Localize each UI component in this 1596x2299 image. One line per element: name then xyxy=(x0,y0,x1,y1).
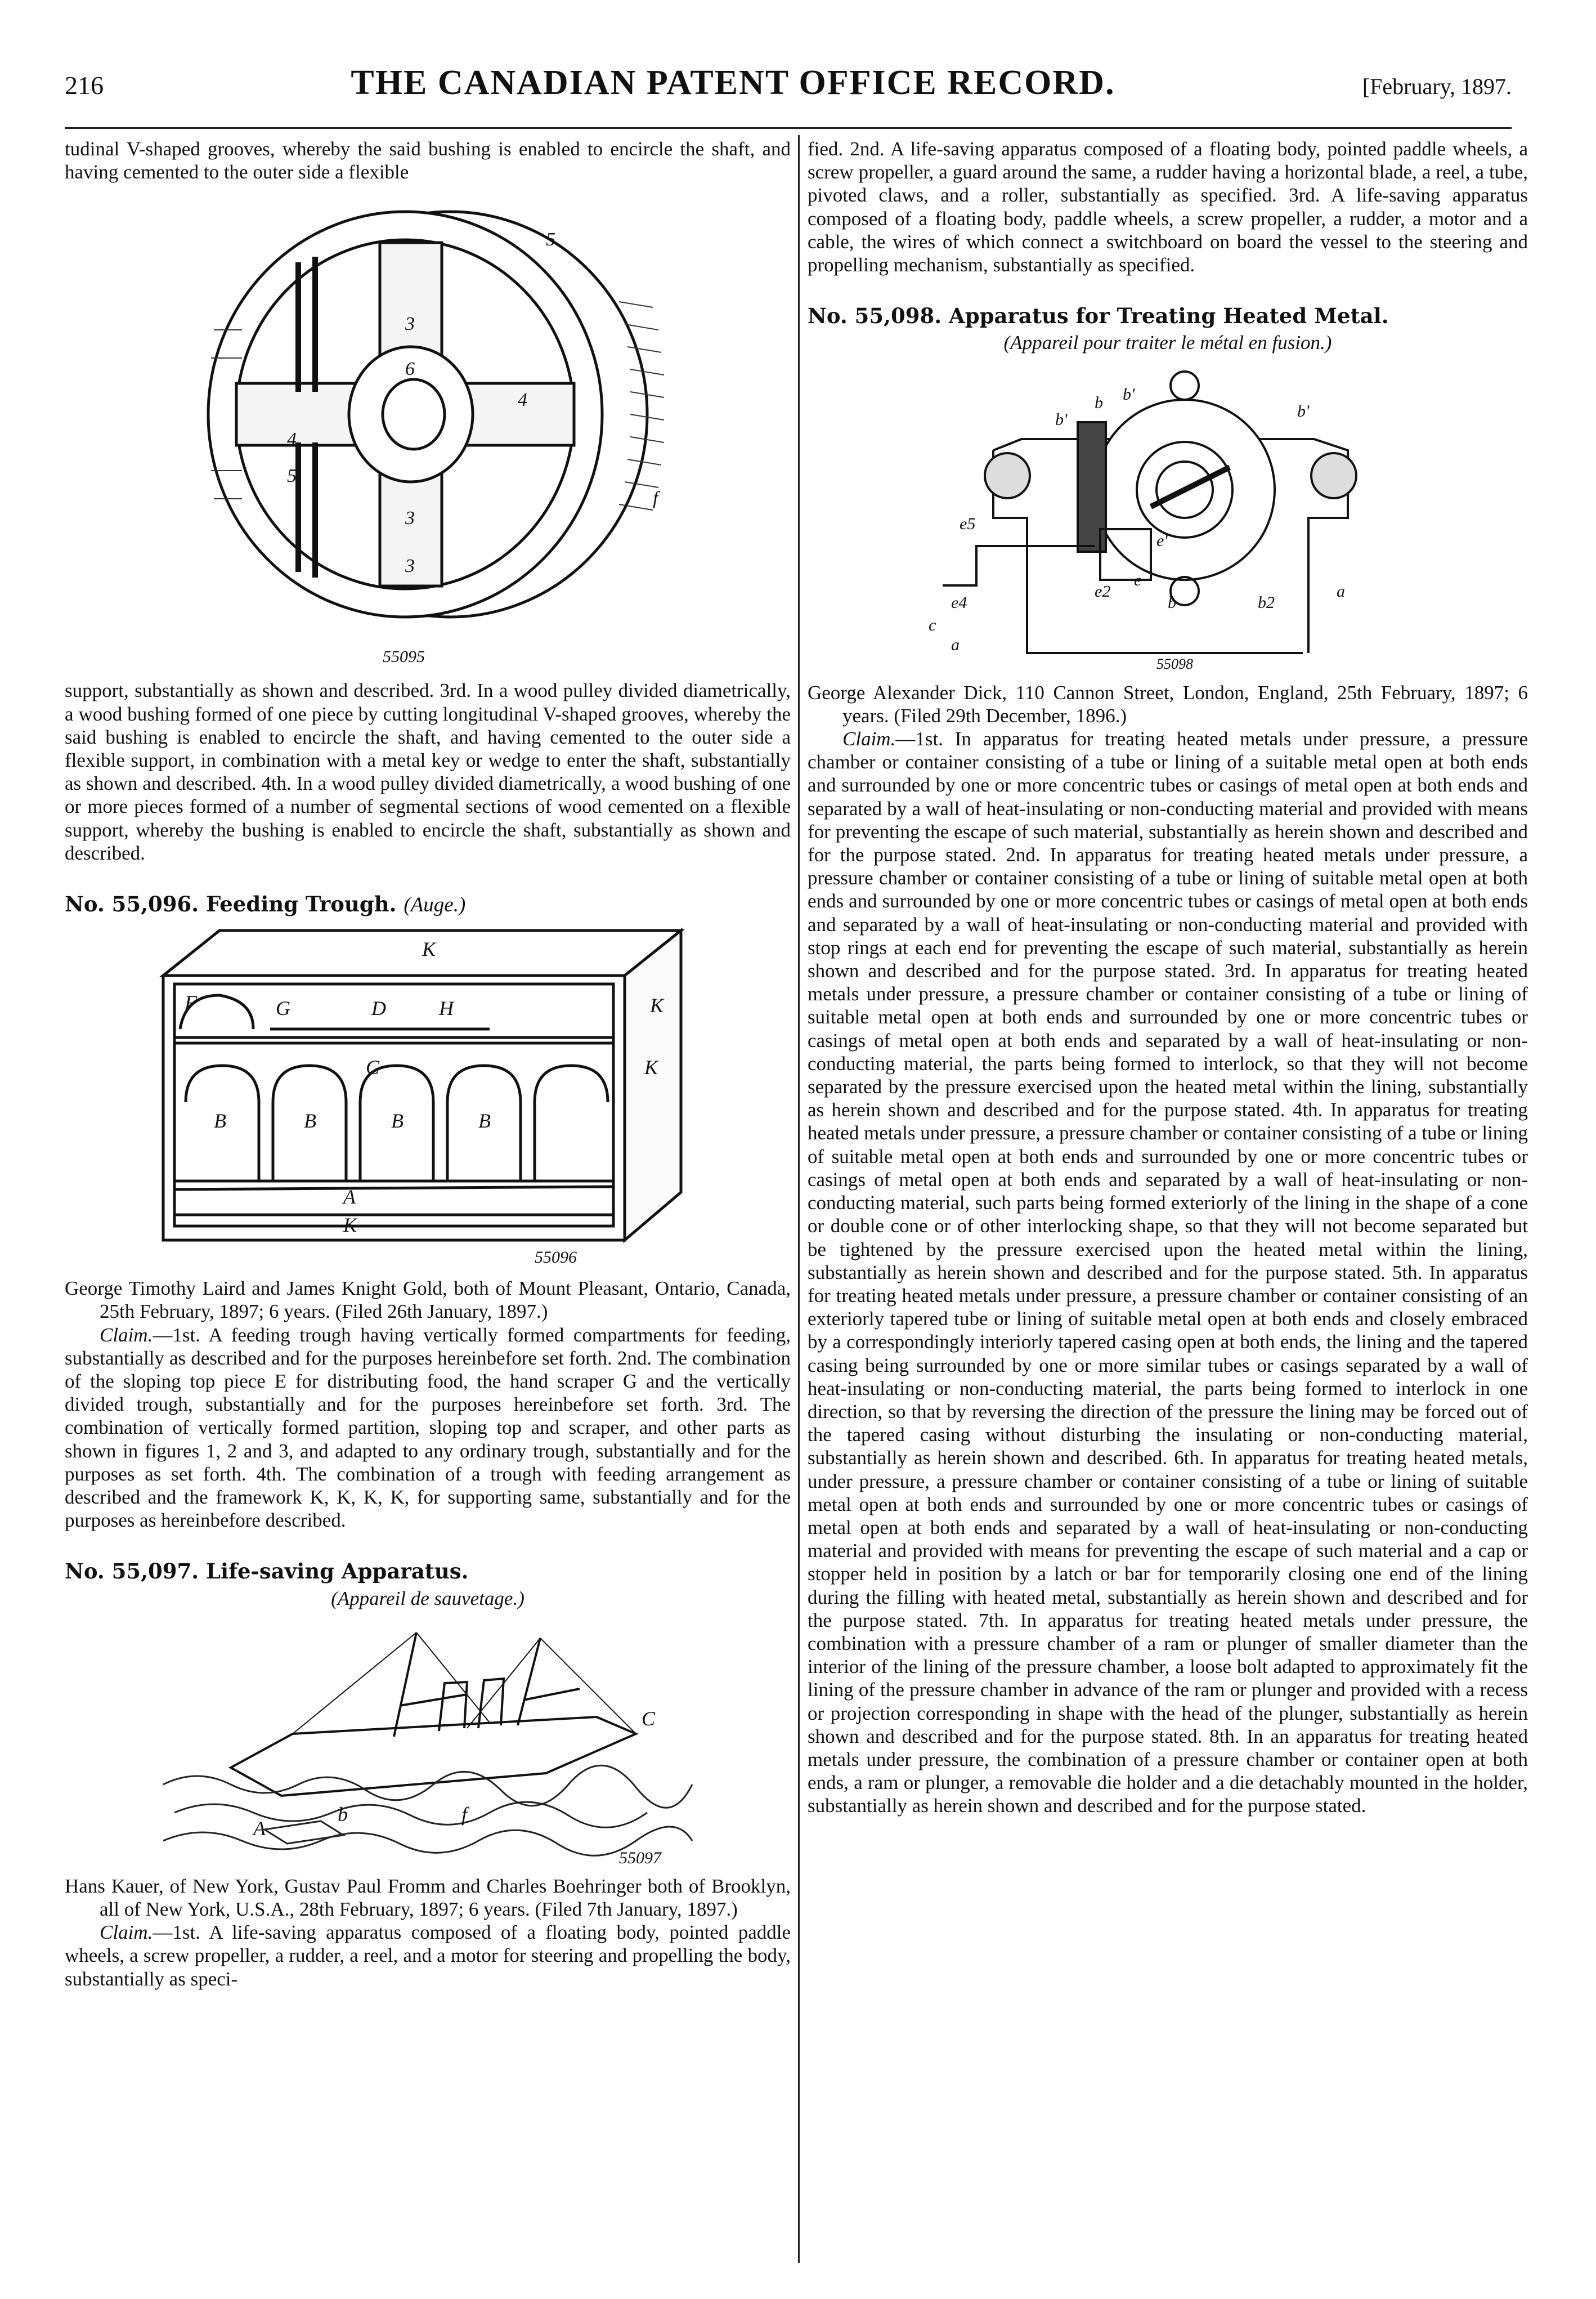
fig2-label: K xyxy=(650,994,664,1017)
apparatus-top-lug xyxy=(1171,372,1199,400)
paragraph-continued-claim: tudinal V-shaped grooves, whereby the said bushing is enabled to encircle the shaft, and having cemented to the outer side a flexible xyxy=(65,138,791,184)
publication-title: THE CANADIAN PATENT OFFICE RECORD. xyxy=(351,64,1115,102)
fig1-label: f xyxy=(653,488,658,509)
figure-feeding-trough-55096 xyxy=(141,922,715,1271)
paragraph-claim-55095: support, substantially as shown and described. 3rd. In a wood pulley divided diametrically, a wood bushing formed of one piece by cutting longitudinal V-shaped grooves, whereby the said bushing is enabled to encircle the shaft, and having cemented to the outer side a flexible support, in combination with a metal key or wedge to enter the shaft, substantially as shown and described. 4th. In a wood pulley divided diametrically, a wood bushing of one or more pieces formed of a number of segmental sections of wood cemented on a flexible support, whereby the bushing is enabled to encircle the shaft, substantially as shown and described. xyxy=(65,679,791,864)
heading-55096 xyxy=(65,893,791,916)
column-divider xyxy=(798,135,800,2263)
claim-label: Claim. xyxy=(842,728,896,750)
figure-life-saving-apparatus-55097 xyxy=(152,1616,703,1869)
right-column xyxy=(808,137,1528,1818)
fig4-label: b' xyxy=(1297,401,1310,421)
patent-title-french: (Appareil de sauvetage.) xyxy=(331,1587,524,1609)
fig4-label: e2 xyxy=(1095,582,1111,601)
patent-title-french: (Appareil pour traiter le métal en fusion.) xyxy=(1003,332,1332,354)
issue-date: [February, 1897. xyxy=(1362,74,1512,99)
fig3-label: C xyxy=(642,1707,656,1730)
fig2-label: B xyxy=(391,1110,404,1133)
fig2-label: G xyxy=(276,997,290,1020)
fig4-label: b' xyxy=(1123,384,1135,404)
inventors-55096: George Timothy Laird and James Knight Gold, both of Mount Pleasant, Ontario, Canada, 25th February, 1897; 6 years. (Filed 26th January, 1897.) xyxy=(65,1277,791,1323)
fig1-label: 5 xyxy=(546,229,555,251)
fig2-caption: 55096 xyxy=(535,1248,577,1267)
heading-55097 xyxy=(65,1560,791,1583)
fig2-label: H xyxy=(439,997,454,1020)
fig4-label: a xyxy=(951,635,960,654)
patent-title: Feeding Trough. xyxy=(206,892,397,917)
claim-55097 xyxy=(65,1921,791,1991)
claim-label: Claim. xyxy=(100,1921,153,1944)
claim-label: Claim. xyxy=(100,1323,153,1346)
claim-text: —1st. In apparatus for treating heated metals under pressure, a pressure chamber or container consisting of a tube or lining of a suitable metal open at both ends and surrounded by one or more concentric tubes or casings of metal open at both ends and separated by a wall of heat-insulating or non-conducting material and provided with means for preventing the escape of such material, substantially as herein shown and described and for the purpose stated. 2nd. In apparatus for treating heated metals under pressure, a pressure chamber or container consisting of a tube or lining of suitable metal open at both ends and surrounded by one or more concentric tubes or casings of metal open at both ends and separated by a wall of heat-insulating or non-conducting material and provided with stop rings at each end for preventing the escape of such material, substantially as herein shown and described and for the purpose stated. 3rd. In apparatus for treating heated metals under pressure, a pressure chamber or container consisting of a tube or lining of suitable metal open at both ends and surrounded by one or more concentric tubes or casings of metal open at both ends and separated by a wall of heat-insulating or non-conducting material, the parts being formed to interlock, so that they will not become separated by the pressure exercised upon the heated metal within the lining, substantially as herein shown and described and for the purpose stated. 4th. In apparatus for treating heated metals under pressure, a pressure chamber or container consisting of a tube or lining of suitable metal open at both ends and surrounded by one or more concentric tubes or casings of metal open at both ends and separated by a wall of heat-insulating or non-conducting material, such parts being formed exteriorly of the lining in the shape of a cone or double cone or of other interlocking shape, so that they will not become separated but be tightened by the pressure exercised upon the heated metal within the lining, substantially as herein shown and described and for the purpose stated. 5th. In apparatus for treating heated metals under pressure, a pressure chamber or container consisting of an exteriorly tapered tube or lining of suitable metal open at both ends and closely embraced by a correspondingly interiorly tapered casing open at both ends, the lining and the tapered casing being surrounded by one or more similar tubes or casings separated by a wall of heat-insulating or non-conducting material, the parts being formed to interlock in one direction, so that by reversing the direction of the pressure the lining may be forced out of the tapered casing without disturbing the insulating or non-conducting material, substantially as herein shown and described. 6th. In apparatus for treating heated metals, under pressure, a pressure chamber or container consisting of a tube or lining of suitable metal open at both ends and surrounded by one or more concentric tubes or casings of metal open at both ends and separated by a wall of heat-insulating or non-conducting material and provided with means for preventing the escape of such material and a cap or stopper held in position by a latch or bar for temporarily closing one end of the lining during the filling with heated metal, substantially as herein shown and described and for the purpose stated. 7th. In apparatus for treating heated metals under pressure, the combination with a pressure chamber of a ram or plunger of smaller diameter than the interior of the lining of the pressure chamber, a loose bolt adapted to approximately fit the lining of the pressure chamber in advance of the ram or plunger and provided with a recess or projection corresponding in shape with the head of the plunger, substantially as herein shown and described and for the purpose stated. 8th. In an apparatus for treating heated metals under pressure, the combination of a pressure chamber or container open at both ends, a ram or plunger, a removable die holder and a die detachably mounted in the holder, substantially as herein shown and described and for the purpose stated. xyxy=(808,728,1528,1817)
page-number: 216 xyxy=(65,71,104,100)
fig4-caption: 55098 xyxy=(1156,655,1193,672)
claim-55096 xyxy=(65,1323,791,1532)
fig4-label: e xyxy=(1134,570,1142,589)
left-column xyxy=(65,137,791,1991)
patent-number: No. 55,096. xyxy=(65,892,199,917)
trough-front-frame xyxy=(163,976,625,1240)
fig1-label: 3 xyxy=(405,508,415,529)
fig2-label: B xyxy=(304,1110,316,1133)
fig1-label: 3 xyxy=(405,314,415,335)
fig2-label: F xyxy=(185,991,197,1014)
patent-title: Life-saving Apparatus. xyxy=(206,1559,469,1584)
patent-number: No. 55,098. xyxy=(808,303,942,329)
fig1-label: 4 xyxy=(518,390,527,411)
inventors-55098: George Alexander Dick, 110 Cannon Street, London, England, 25th February, 1897; 6 years. (Filed 29th December, 1896.) xyxy=(808,681,1528,727)
fig4-label: b xyxy=(1168,593,1176,612)
fig3-label: b xyxy=(338,1802,348,1826)
fig4-label: e4 xyxy=(951,593,967,612)
fig1-label: 4 xyxy=(287,429,297,450)
claim-text: —1st. A feeding trough having vertically formed compartments for feeding, substantially as described and for the purposes hereinbefore set forth. 2nd. The combination of the sloping top piece E for distributing food, the hand scraper G and the vertically divided trough, substantially and for the purposes hereinbefore set forth. 3rd. The combination of vertically formed partition, sloping top and scraper, and other parts as shown in figures 1, 2 and 3, and adapted to any ordinary trough, substantially and for the purposes as set forth. 4th. The combination of a trough with feeding arrangement as described and the framework K, K, K, K, for supporting same, substantially and for the purposes as hereinbefore described. xyxy=(65,1323,791,1532)
fig2-label: K xyxy=(343,1214,357,1237)
claim-text: —1st. A life-saving apparatus composed of a floating body, pointed paddle wheels, a screw propeller, a rudder, a reel, and a motor for steering and propelling the body, substantially as speci- xyxy=(65,1921,791,1990)
fig2-label: A xyxy=(343,1186,356,1209)
fig3-label: A xyxy=(253,1817,266,1840)
page-header xyxy=(65,63,1512,109)
claim-55098 xyxy=(808,727,1528,1818)
fig2-label: B xyxy=(214,1110,226,1133)
figure-metal-treating-apparatus-55098 xyxy=(909,360,1427,676)
fig4-label: b' xyxy=(1055,410,1068,429)
patent-number: No. 55,097. xyxy=(65,1559,199,1584)
fig2-label: C xyxy=(366,1056,380,1079)
patent-title: Apparatus for Treating Heated Metal. xyxy=(949,303,1389,329)
apparatus-right-roller xyxy=(1311,453,1356,498)
fig1-label: 5 xyxy=(287,466,297,487)
apparatus-left-roller xyxy=(985,453,1030,498)
fig4-label: c xyxy=(929,615,936,634)
paragraph-claim-55097-continued: fied. 2nd. A life-saving apparatus composed of a floating body, pointed paddle wheels, a screw propeller, a guard around the same, a rudder having a horizontal blade, a reel, a tube, pivoted claws, and a roller, substantially as specified. 3rd. A life-saving apparatus composed of a floating body, paddle wheels, a screw propeller, a rudder, a motor and a cable, the wires of which connect a switchboard on board the vessel to the steering and propelling mechanism, substantially as specified. xyxy=(808,138,1528,276)
fig3-label: f xyxy=(461,1802,468,1826)
header-rule xyxy=(65,127,1512,129)
fig2-label: B xyxy=(478,1110,491,1133)
trough-side-face xyxy=(625,931,681,1240)
heading-55098 xyxy=(808,305,1528,328)
fig4-label: b2 xyxy=(1258,593,1275,612)
fig4-label: a xyxy=(1337,582,1345,601)
fig4-label: b xyxy=(1095,393,1103,412)
fig2-label: K xyxy=(422,938,436,961)
fig3-caption: 55097 xyxy=(619,1848,661,1867)
apparatus-handle xyxy=(943,546,1095,585)
fig1-label: 3 xyxy=(405,556,415,577)
fig2-label: D xyxy=(371,997,386,1020)
pulley-bore xyxy=(383,379,445,449)
inventors-55097: Hans Kauer, of New York, Gustav Paul Fromm and Charles Boehringer both of Brooklyn, all of New York, U.S.A., 28th February, 1897; 6 years. (Filed 7th January, 1897.) xyxy=(65,1875,791,1921)
fig1-caption: 55095 xyxy=(383,647,425,667)
patent-title-french: (Auge.) xyxy=(404,893,466,917)
fig4-label: e5 xyxy=(960,514,976,533)
apparatus-gear xyxy=(1078,422,1106,552)
figure-pulley-55095 xyxy=(158,189,698,673)
fig1-label: 6 xyxy=(405,359,415,380)
fig4-label: e' xyxy=(1156,531,1168,550)
fig2-label: K xyxy=(644,1056,658,1079)
